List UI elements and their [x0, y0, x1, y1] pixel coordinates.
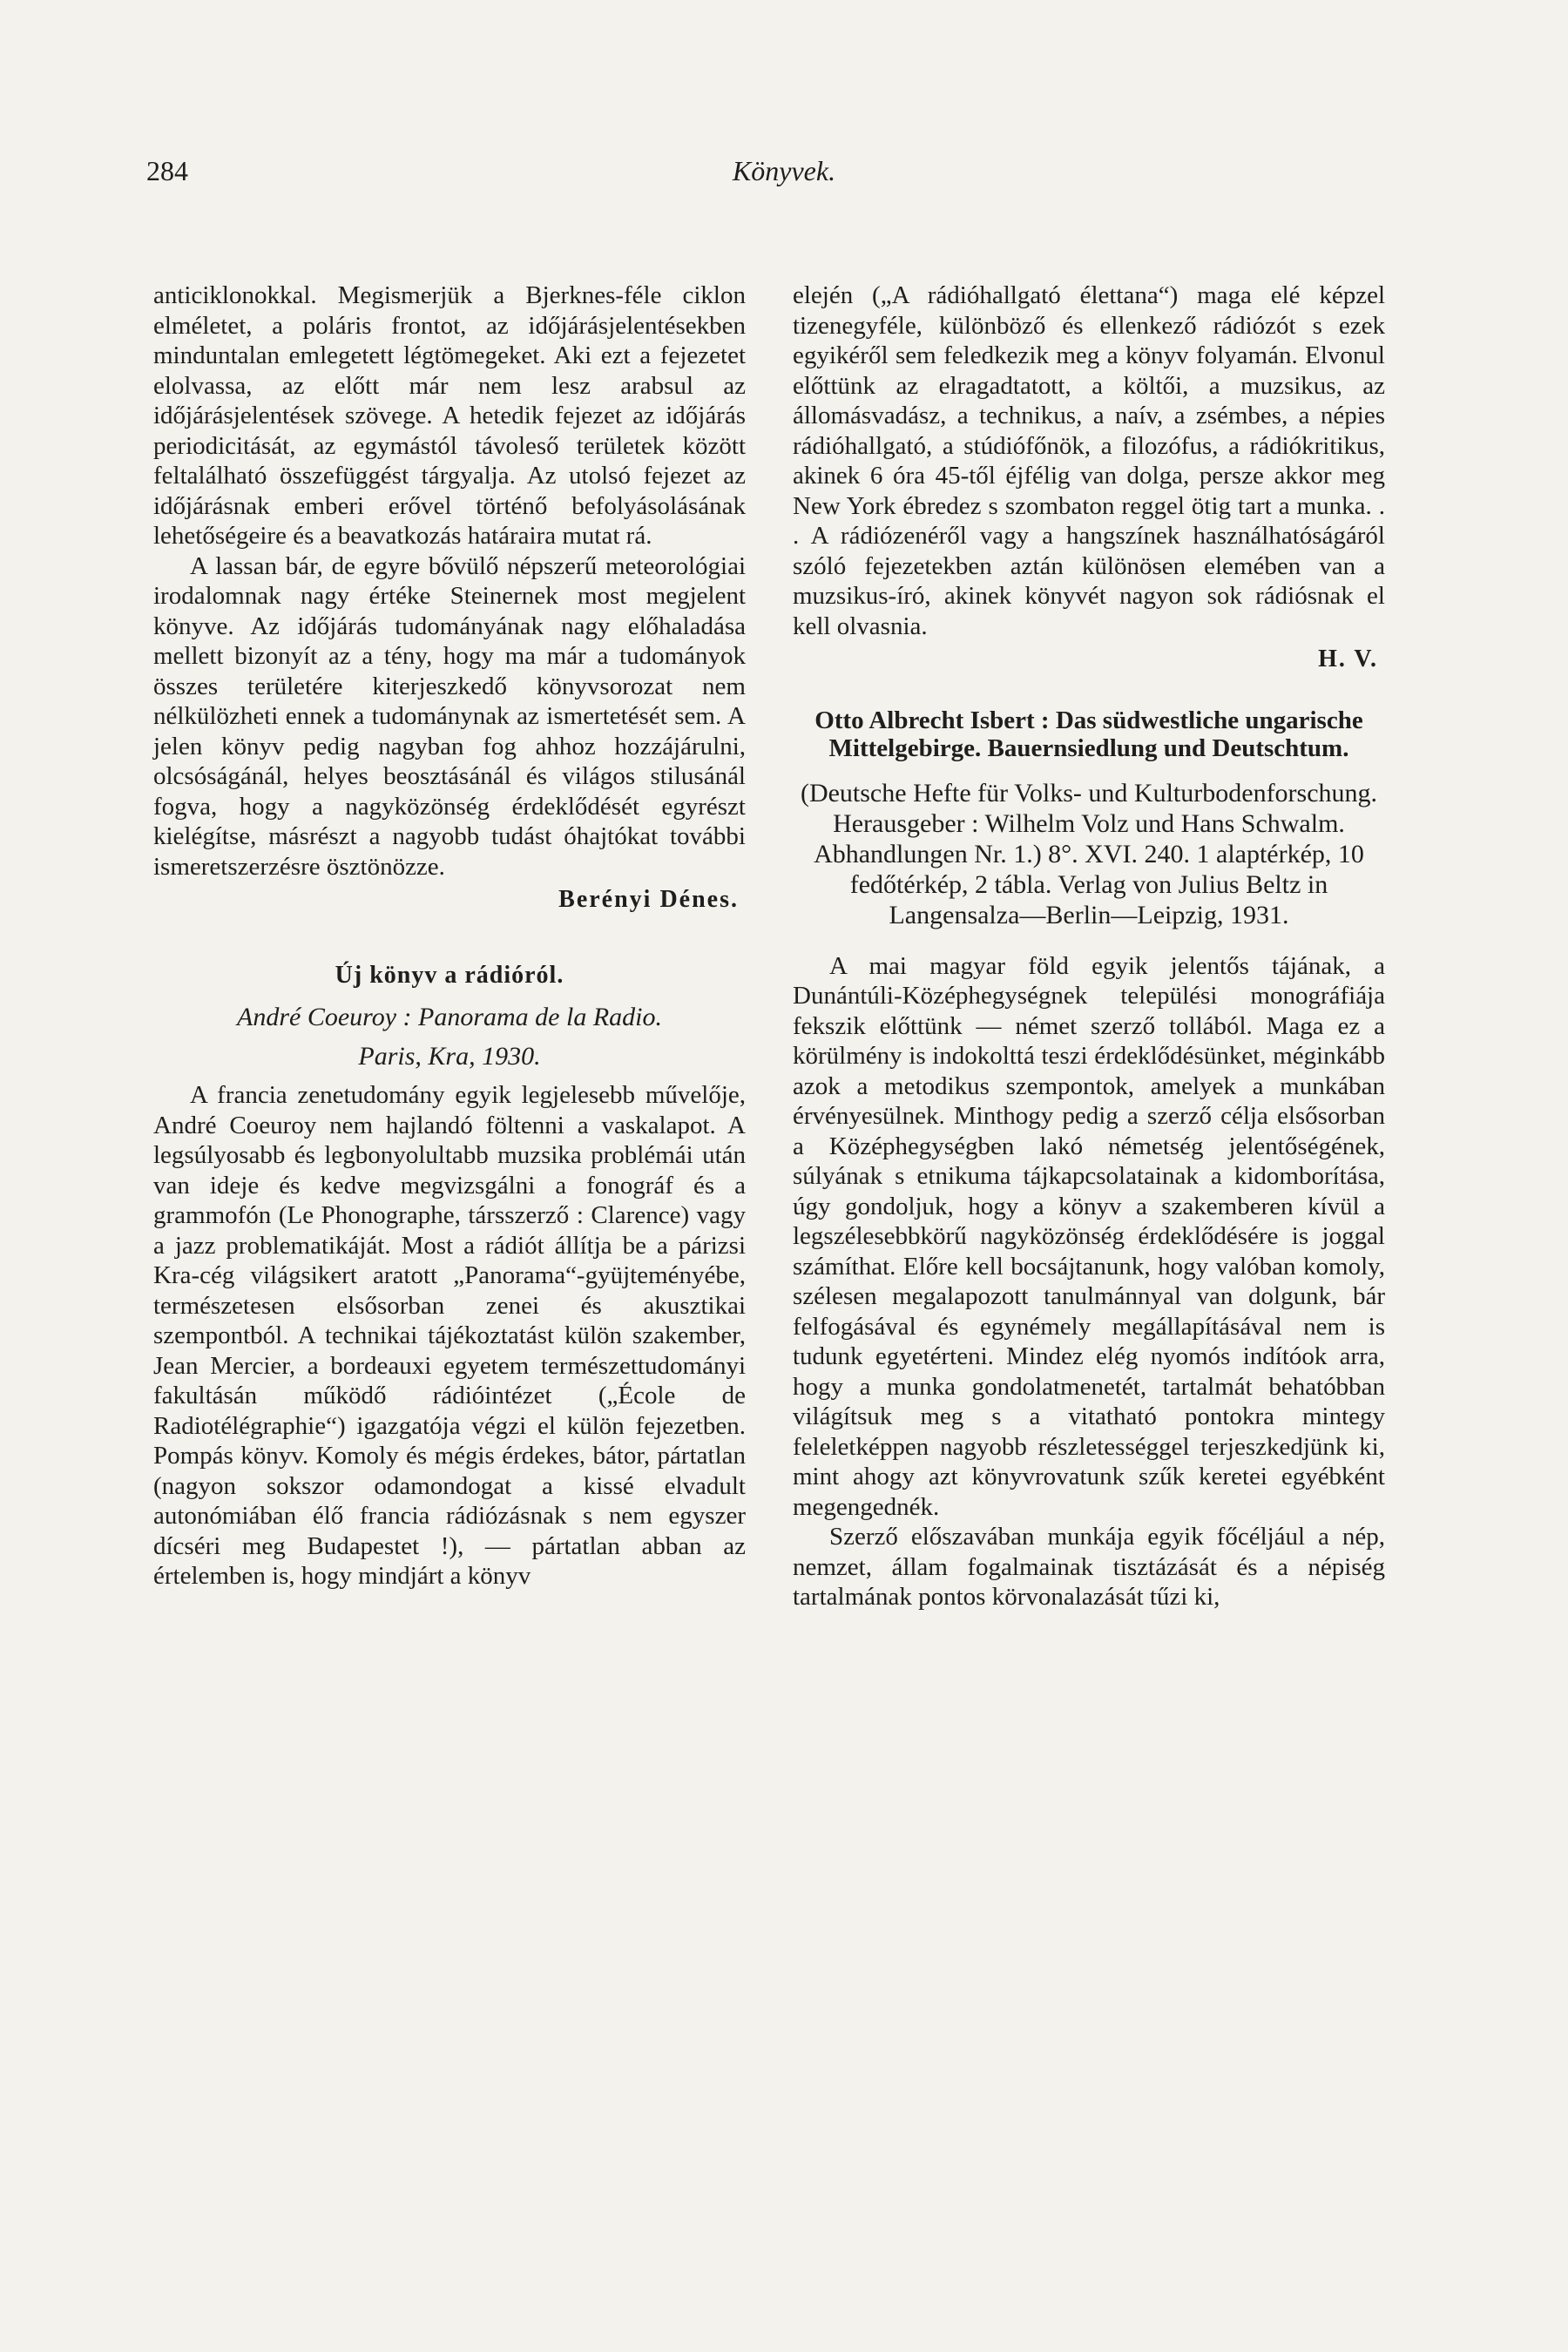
meteorology-review-paragraph-1: anticiklonokkal. Megismerjük a Bjerknes-féle ciklon elméletet, a poláris frontot, az időjárásjelentésekben minduntalan emlegetett légtömegeket. Aki ezt a fejezetet elolvassa, az előtt már nem lesz arabsul az időjárásjelentések szövege. A hetedik fejezet az időjárás periodicitását, az egymástól távoleső területek között feltalálható összefüggést tárgyalja. Az utolsó fejezet az időjárásnak emberi erővel történő befolyásolásának lehetőségeire és a beavatkozás határaira mutat rá. — [153, 281, 746, 550]
running-head: Könyvek. — [732, 155, 836, 186]
isbert-review-paragraph-1: A mai magyar föld egyik jelentős tájának, a Dunántúli-Középhegységnek települési monográfiája fekszik előttünk — német szerző tollából. Maga ez a körülmény is indokolttá teszi érdeklődésünket, méginkább azok a metodikus szempontok, amelyek a munkában érvényesülnek. Minthogy pedig a szerző célja elsősorban a Középhegységben lakó németség jelentőségének, súlyának s etnikuma tájkapcsolatainak a kidomborítása, úgy gondoljuk, hogy a könyv a szakemberen kívül a legszélesebbkörű nagyközönség érdeklődésére is joggal számíthat. Előre kell bocsájtanunk, hogy valóban komoly, szélesen megalapozott tanulmánnyal van dolgunk, bár felfogásával és egynémely megállapításával nem is tudunk egyetérteni. Mindez elég nyomós indítóok arra, hogy a munka gondolatmenetét, tartalmát behatóbban világítsuk meg s a vitatható pontokra mintegy feleletképpen nagyobb részletességgel terjeszkedjünk ki, mint ahogy azt könyvrovatunk szűk keretei egyébként megengednék. — [793, 951, 1385, 1521]
citation-coeuroy-line-1: André Coeuroy : Panorama de la Radio. — [237, 1003, 662, 1031]
book-title-isbert: Otto Albrecht Isbert : Das südwestliche ungarische Mittelgebirge. Bauernsiedlung und Deutschtum. — [814, 706, 1363, 762]
section-heading-radio-book: Új könyv a rádióról. — [335, 961, 564, 989]
meteorology-review-paragraph-2: A lassan bár, de egyre bővülő népszerű meteorológiai irodalomnak nagy értéke Steinernek most megjelent könyve. Az időjárás tudományának nagy előhaladása mellett bizonyít az a tény, hogy ma már a tudományok összes területére kiterjeszkedő könyvsorozat nem nélkülözheti ennek a tudománynak az ismertetését sem. A jelen könyv pedig nagyban fog ahhoz hozzájárulni, olcsóságánál, helyes beosztásánál és világos stilusánál fogva, hogy a nagyközönség érdeklődését egyrészt kielégítse, másrészt a nagyobb tudást óhajtókat további ismeretszerzésre ösztönözze. — [153, 551, 746, 881]
left-column — [153, 280, 746, 1592]
radio-review-paragraph-1: A francia zenetudomány egyik legjelesebb művelője, André Coeuroy nem hajlandó föltenni a vaskalapot. A legsúlyosabb és legbonyolultabb muzsika problémái után van ideje és kedve megvizsgálni a fonográf és a grammofón (Le Phonographe, társszerző : Clarence) vagy a jazz problematikáját. Most a rádiót állítja be a párizsi Kra-cég világsikert aratott „Panorama“-gyüjteményébe, természetesen elsősorban zenei és akusztikai szempontból. A technikai tájékoztatást külön szakember, Jean Mercier, a bordeauxi egyetem természettudományi fakultásán működő rádióintézet („École de Radiotélégraphie“) igazgatója végzi el külön fejezetben. Pompás könyv. Komoly és mégis érdekes, bátor, pártatlan (nagyon sokszor odamondogat a kissé elvadult autonómiában élő francia rádiózásnak s nem egyszer dícséri meg Budapestet !), — pártatlan abban az értelemben is, hogy mindjárt a könyv — [153, 1081, 746, 1590]
citation-coeuroy-line-2: Paris, Kra, 1930. — [358, 1041, 541, 1071]
radio-review-continuation: elején („A rádióhallgató élettana“) maga elé képzel tizenegyféle, különböző és ellenkező rádiózót s ezek egyikéről sem feledkezik meg a könyv folyamán. Elvonul előttünk az elragadtatott, a költői, a muzsikus, az állomásvadász, a technikus, a naív, a zsémbes, a népies rádióhallgató, a stúdiófőnök, a filozófus, a rádiókritikus, akinek 6 óra 45-től éjfélig van dolga, persze akkor meg New York ébredez s szombaton reggel ötig tart a munka. . . A rádiózenéről vagy a hangszínek használhatóságáról szóló fejezetekben aztán különösen elemében van a muzsikus-író, akinek könyvét nagyon sok rádiósnak el kell olvasnia. — [793, 281, 1385, 640]
page-number: 284 — [146, 155, 188, 186]
page-header — [146, 155, 1422, 199]
reviewer-signature-hv: H. V. — [1318, 645, 1378, 672]
reviewer-signature-berenyi: Berényi Dénes. — [558, 886, 739, 913]
publication-info-isbert: (Deutsche Hefte für Volks- und Kulturbodenforschung. Herausgeber : Wilhelm Volz und Hans Schwalm. Abhandlungen Nr. 1.) 8°. XVI. 240. 1 alaptérkép, 10 fedőtérkép, 2 tábla. Verlag von Julius Beltz in Langensalza—Berlin—Leipzig, 1931. — [800, 778, 1378, 929]
right-column — [793, 280, 1385, 1612]
isbert-review-paragraph-2: Szerző előszavában munkája egyik főcéljául a nép, nemzet, állam fogalmainak tisztázását és a népiség tartalmának pontos körvonalazását tűzi ki, — [793, 1523, 1385, 1611]
